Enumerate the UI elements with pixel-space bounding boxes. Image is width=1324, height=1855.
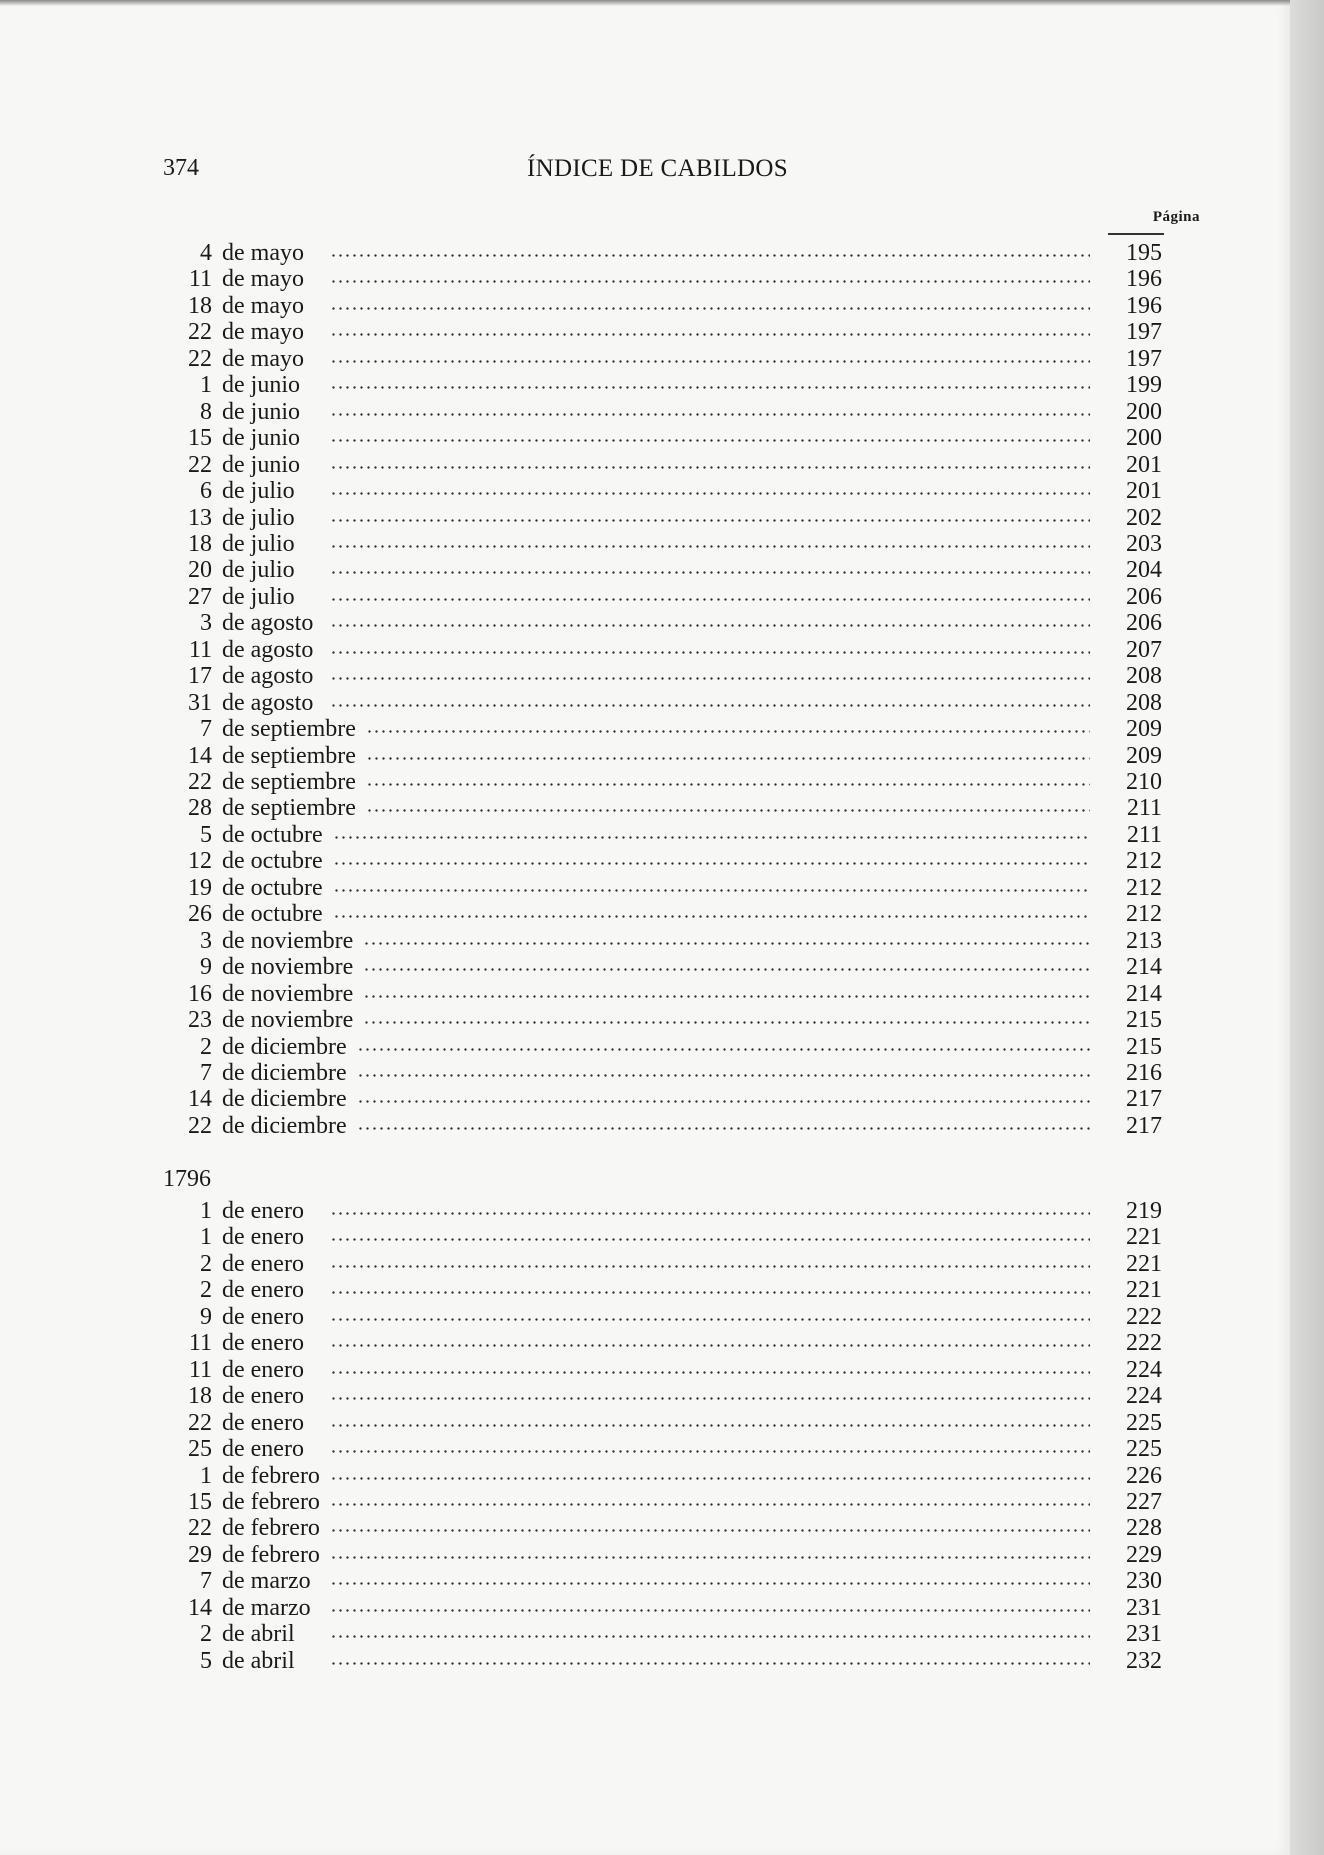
entry-month: de agosto xyxy=(222,663,314,690)
dot-leader xyxy=(330,1609,1090,1612)
entry-day: 20 xyxy=(188,557,212,584)
entry-day: 31 xyxy=(188,689,212,716)
entry-day: 17 xyxy=(188,663,212,690)
dot-leader xyxy=(330,333,1090,336)
entry-month: de junio xyxy=(222,372,300,399)
index-entry xyxy=(180,954,1162,980)
entry-day: 22 xyxy=(188,1112,212,1139)
entry-page-number: 224 xyxy=(1126,1383,1162,1410)
entry-month: de noviembre xyxy=(222,980,354,1007)
entry-page-number: 231 xyxy=(1126,1594,1162,1621)
entry-day: 15 xyxy=(188,1488,212,1515)
column-heading: Página xyxy=(1152,209,1200,225)
entry-page-number: 215 xyxy=(1126,1033,1162,1060)
dot-leader xyxy=(330,1212,1090,1215)
index-entry xyxy=(180,372,1162,398)
index-entry xyxy=(180,1463,1162,1489)
dot-leader xyxy=(363,995,1090,998)
entry-month: de diciembre xyxy=(222,1059,347,1086)
index-entry xyxy=(180,610,1162,636)
entry-month: de octubre xyxy=(222,874,323,901)
entry-month: de marzo xyxy=(222,1594,311,1621)
index-entry xyxy=(180,716,1162,742)
index-entry xyxy=(180,1648,1162,1674)
entry-month: de octubre xyxy=(222,821,323,848)
index-entry xyxy=(180,981,1162,1007)
entry-page-number: 197 xyxy=(1126,319,1162,346)
dot-leader xyxy=(330,307,1090,310)
index-entry xyxy=(180,1383,1162,1409)
entry-day: 29 xyxy=(188,1541,212,1568)
index-entry xyxy=(180,1436,1162,1462)
index-entry xyxy=(180,901,1162,927)
entry-day: 22 xyxy=(188,345,212,372)
entry-day: 15 xyxy=(188,425,212,452)
index-entry xyxy=(180,1251,1162,1277)
entry-month: de enero xyxy=(222,1330,304,1357)
entry-page-number: 209 xyxy=(1126,742,1162,769)
entry-day: 26 xyxy=(188,901,212,928)
entry-page-number: 212 xyxy=(1126,848,1162,875)
index-entry xyxy=(180,1515,1162,1541)
entry-month: de mayo xyxy=(222,319,304,346)
dot-leader xyxy=(366,809,1090,812)
entry-page-number: 211 xyxy=(1126,795,1162,822)
entry-day: 28 xyxy=(188,795,212,822)
index-entry xyxy=(180,293,1162,319)
dot-leader xyxy=(330,1582,1090,1585)
dot-leader xyxy=(330,677,1090,680)
dot-leader xyxy=(330,413,1090,416)
entry-page-number: 224 xyxy=(1126,1356,1162,1383)
entry-day: 11 xyxy=(188,636,212,663)
entry-month: de febrero xyxy=(222,1462,320,1489)
index-entry xyxy=(180,1304,1162,1330)
entry-day: 2 xyxy=(200,1250,212,1277)
index-entry xyxy=(180,346,1162,372)
index-entry xyxy=(180,1410,1162,1436)
index-entry xyxy=(180,848,1162,874)
index-entry xyxy=(180,743,1162,769)
entry-page-number: 195 xyxy=(1126,240,1162,266)
entry-page-number: 219 xyxy=(1126,1198,1162,1224)
entry-page-number: 202 xyxy=(1126,504,1162,531)
entry-day: 27 xyxy=(188,583,212,610)
entry-page-number: 217 xyxy=(1126,1112,1162,1139)
entry-day: 6 xyxy=(200,478,212,505)
dot-leader xyxy=(363,1021,1090,1024)
entry-day: 8 xyxy=(200,398,212,425)
entry-month: de julio xyxy=(222,557,295,584)
entry-day: 22 xyxy=(188,451,212,478)
dot-leader xyxy=(330,1318,1090,1321)
entry-month: de julio xyxy=(222,478,295,505)
index-entry xyxy=(180,690,1162,716)
entry-month: de junio xyxy=(222,451,300,478)
entry-page-number: 230 xyxy=(1126,1568,1162,1595)
dot-leader xyxy=(333,836,1090,839)
dot-leader xyxy=(330,1450,1090,1453)
index-entry xyxy=(180,928,1162,954)
index-entry xyxy=(180,1034,1162,1060)
entry-month: de febrero xyxy=(222,1541,320,1568)
dot-leader xyxy=(330,598,1090,601)
entry-page-number: 221 xyxy=(1126,1224,1162,1251)
entry-page-number: 201 xyxy=(1126,478,1162,505)
index-entry xyxy=(180,1330,1162,1356)
index-entry xyxy=(180,1277,1162,1303)
dot-leader xyxy=(330,254,1090,257)
index-entry xyxy=(180,1568,1162,1594)
entry-page-number: 208 xyxy=(1126,663,1162,690)
entry-month: de noviembre xyxy=(222,1007,354,1034)
index-entry xyxy=(180,584,1162,610)
entry-page-number: 209 xyxy=(1126,716,1162,743)
entry-month: de enero xyxy=(222,1277,304,1304)
entry-day: 11 xyxy=(188,1330,212,1357)
entry-month: de enero xyxy=(222,1224,304,1251)
index-entry xyxy=(180,557,1162,583)
entry-month: de septiembre xyxy=(222,716,356,743)
running-title: ÍNDICE DE CABILDOS xyxy=(527,155,788,182)
entry-page-number: 204 xyxy=(1126,557,1162,584)
index-entry xyxy=(180,1542,1162,1568)
entry-month: de febrero xyxy=(222,1488,320,1515)
dot-leader xyxy=(330,571,1090,574)
entry-page-number: 213 xyxy=(1126,927,1162,954)
index-entry xyxy=(180,663,1162,689)
index-entry xyxy=(180,875,1162,901)
entry-month: de febrero xyxy=(222,1515,320,1542)
entry-day: 4 xyxy=(200,240,212,266)
dot-leader xyxy=(330,1424,1090,1427)
entry-page-number: 201 xyxy=(1126,451,1162,478)
entry-page-number: 208 xyxy=(1126,689,1162,716)
entry-page-number: 206 xyxy=(1126,583,1162,610)
index-entry xyxy=(180,531,1162,557)
scan-top-edge xyxy=(0,0,1290,6)
entry-month: de agosto xyxy=(222,610,314,637)
index-entry xyxy=(180,319,1162,345)
dot-leader xyxy=(330,624,1090,627)
entry-day: 18 xyxy=(188,1383,212,1410)
entry-page-number: 216 xyxy=(1126,1059,1162,1086)
index-entry xyxy=(180,769,1162,795)
entry-month: de abril xyxy=(222,1621,295,1648)
entry-month: de noviembre xyxy=(222,954,354,981)
entry-page-number: 221 xyxy=(1126,1277,1162,1304)
index-entry xyxy=(180,1357,1162,1383)
entry-page-number: 214 xyxy=(1126,980,1162,1007)
entry-month: de diciembre xyxy=(222,1112,347,1139)
entry-day: 23 xyxy=(188,1007,212,1034)
entry-month: de octubre xyxy=(222,848,323,875)
entry-month: de enero xyxy=(222,1436,304,1463)
entry-page-number: 196 xyxy=(1126,292,1162,319)
entry-month: de diciembre xyxy=(222,1086,347,1113)
entry-day: 1 xyxy=(200,372,212,399)
entry-day: 12 xyxy=(188,848,212,875)
entry-month: de mayo xyxy=(222,266,304,293)
column-heading-rule xyxy=(1108,233,1164,235)
entry-page-number: 228 xyxy=(1126,1515,1162,1542)
entry-day: 1 xyxy=(200,1462,212,1489)
index-entry xyxy=(180,1489,1162,1515)
page-number: 374 xyxy=(163,155,199,181)
index-entry xyxy=(180,240,1162,266)
entry-page-number: 221 xyxy=(1126,1250,1162,1277)
entry-month: de abril xyxy=(222,1647,295,1674)
entry-page-number: 203 xyxy=(1126,530,1162,557)
entry-month: de agosto xyxy=(222,689,314,716)
entry-page-number: 231 xyxy=(1126,1621,1162,1648)
entry-month: de octubre xyxy=(222,901,323,928)
entry-month: de diciembre xyxy=(222,1033,347,1060)
entry-page-number: 232 xyxy=(1126,1647,1162,1674)
entry-page-number: 215 xyxy=(1126,1007,1162,1034)
entry-day: 14 xyxy=(188,1594,212,1621)
entry-day: 22 xyxy=(188,319,212,346)
entry-page-number: 212 xyxy=(1126,874,1162,901)
entry-day: 1 xyxy=(200,1198,212,1224)
entry-day: 22 xyxy=(188,1409,212,1436)
entry-page-number: 196 xyxy=(1126,266,1162,293)
entry-day: 2 xyxy=(200,1277,212,1304)
entry-page-number: 200 xyxy=(1126,425,1162,452)
index-entry xyxy=(180,478,1162,504)
entry-day: 9 xyxy=(200,954,212,981)
entry-month: de julio xyxy=(222,530,295,557)
entry-page-number: 222 xyxy=(1126,1330,1162,1357)
dot-leader xyxy=(330,360,1090,363)
dot-leader xyxy=(366,730,1090,733)
year-heading: 1796 xyxy=(163,1166,211,1192)
entry-day: 7 xyxy=(200,1059,212,1086)
entry-day: 18 xyxy=(188,292,212,319)
entry-day: 5 xyxy=(200,821,212,848)
entry-page-number: 222 xyxy=(1126,1303,1162,1330)
index-entry xyxy=(180,452,1162,478)
index-entry xyxy=(180,1060,1162,1086)
index-entry xyxy=(180,637,1162,663)
entry-day: 18 xyxy=(188,530,212,557)
entry-day: 5 xyxy=(200,1647,212,1674)
index-entry xyxy=(180,1007,1162,1033)
entry-day: 22 xyxy=(188,1515,212,1542)
entry-page-number: 229 xyxy=(1126,1541,1162,1568)
entry-month: de enero xyxy=(222,1303,304,1330)
dot-leader xyxy=(330,1265,1090,1268)
entry-page-number: 207 xyxy=(1126,636,1162,663)
dot-leader xyxy=(357,1048,1090,1051)
entry-month: de septiembre xyxy=(222,769,356,795)
entry-day: 16 xyxy=(188,980,212,1007)
dot-leader xyxy=(330,492,1090,495)
dot-leader xyxy=(330,1477,1090,1480)
index-entry xyxy=(180,1224,1162,1250)
dot-leader xyxy=(330,1238,1090,1241)
entry-month: de mayo xyxy=(222,240,304,266)
index-entry xyxy=(180,1621,1162,1647)
dot-leader xyxy=(357,1100,1090,1103)
entry-page-number: 214 xyxy=(1126,954,1162,981)
entry-month: de noviembre xyxy=(222,927,354,954)
index-entry xyxy=(180,1086,1162,1112)
dot-leader xyxy=(330,466,1090,469)
entry-month: de agosto xyxy=(222,636,314,663)
entry-page-number: 227 xyxy=(1126,1488,1162,1515)
entry-day: 25 xyxy=(188,1436,212,1463)
entry-day: 7 xyxy=(200,716,212,743)
entry-day: 2 xyxy=(200,1033,212,1060)
entry-page-number: 217 xyxy=(1126,1086,1162,1113)
entry-month: de mayo xyxy=(222,345,304,372)
dot-leader xyxy=(330,386,1090,389)
dot-leader xyxy=(330,651,1090,654)
entry-day: 3 xyxy=(200,927,212,954)
entry-month: de septiembre xyxy=(222,742,356,769)
dot-leader xyxy=(366,783,1090,786)
entry-page-number: 197 xyxy=(1126,345,1162,372)
entry-month: de julio xyxy=(222,504,295,531)
dot-leader xyxy=(330,1556,1090,1559)
entry-day: 14 xyxy=(188,742,212,769)
dot-leader xyxy=(366,757,1090,760)
entry-day: 7 xyxy=(200,1568,212,1595)
entry-month: de enero xyxy=(222,1198,304,1224)
dot-leader xyxy=(333,889,1090,892)
entry-page-number: 211 xyxy=(1126,821,1162,848)
entry-page-number: 225 xyxy=(1126,1436,1162,1463)
entry-page-number: 200 xyxy=(1126,398,1162,425)
entry-page-number: 226 xyxy=(1126,1462,1162,1489)
dot-leader xyxy=(363,968,1090,971)
entry-month: de septiembre xyxy=(222,795,356,822)
index-entry xyxy=(180,795,1162,821)
entry-day: 14 xyxy=(188,1086,212,1113)
entry-page-number: 212 xyxy=(1126,901,1162,928)
entry-day: 11 xyxy=(188,1356,212,1383)
entry-day: 3 xyxy=(200,610,212,637)
dot-leader xyxy=(330,1635,1090,1638)
entry-day: 22 xyxy=(188,769,212,795)
entry-month: de enero xyxy=(222,1250,304,1277)
entry-month: de marzo xyxy=(222,1568,311,1595)
entry-month: de julio xyxy=(222,583,295,610)
dot-leader xyxy=(330,1503,1090,1506)
dot-leader xyxy=(330,1291,1090,1294)
index-entry xyxy=(180,399,1162,425)
index-entry xyxy=(180,1198,1162,1224)
dot-leader xyxy=(330,519,1090,522)
dot-leader xyxy=(357,1127,1090,1130)
dot-leader xyxy=(333,862,1090,865)
index-entry xyxy=(180,1113,1162,1139)
entry-month: de enero xyxy=(222,1409,304,1436)
dot-leader xyxy=(330,704,1090,707)
dot-leader xyxy=(330,1344,1090,1347)
entry-day: 2 xyxy=(200,1621,212,1648)
entry-month: de mayo xyxy=(222,292,304,319)
entry-page-number: 225 xyxy=(1126,1409,1162,1436)
entry-day: 19 xyxy=(188,874,212,901)
dot-leader xyxy=(330,439,1090,442)
index-entry xyxy=(180,822,1162,848)
entry-month: de enero xyxy=(222,1383,304,1410)
index-entry xyxy=(180,266,1162,292)
dot-leader xyxy=(330,1371,1090,1374)
entry-day: 13 xyxy=(188,504,212,531)
entry-month: de enero xyxy=(222,1356,304,1383)
entry-page-number: 199 xyxy=(1126,372,1162,399)
index-entry xyxy=(180,1595,1162,1621)
page-edge xyxy=(1290,0,1324,1855)
index-entry xyxy=(180,425,1162,451)
dot-leader xyxy=(330,1397,1090,1400)
dot-leader xyxy=(330,545,1090,548)
entry-day: 9 xyxy=(200,1303,212,1330)
entry-page-number: 210 xyxy=(1126,769,1162,795)
dot-leader xyxy=(330,1529,1090,1532)
dot-leader xyxy=(333,915,1090,918)
entry-month: de junio xyxy=(222,398,300,425)
entry-month: de junio xyxy=(222,425,300,452)
entry-day: 1 xyxy=(200,1224,212,1251)
entry-page-number: 206 xyxy=(1126,610,1162,637)
entry-day: 11 xyxy=(188,266,212,293)
dot-leader xyxy=(330,1662,1090,1665)
dot-leader xyxy=(330,280,1090,283)
dot-leader xyxy=(363,942,1090,945)
index-entry xyxy=(180,505,1162,531)
dot-leader xyxy=(357,1074,1090,1077)
